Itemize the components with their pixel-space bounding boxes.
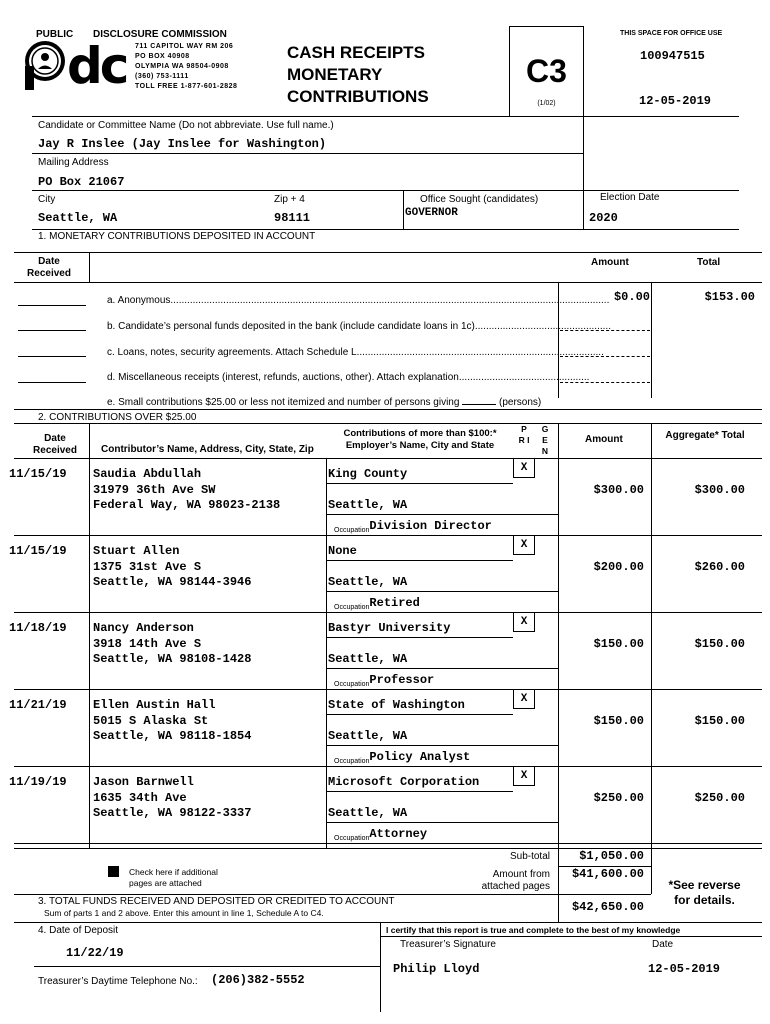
employer-city: Seattle, WA	[328, 652, 408, 666]
occupation-label: Occupation	[334, 758, 370, 765]
zip-value: 98111	[274, 211, 311, 225]
party-checkbox[interactable]: X	[513, 535, 535, 555]
certify-statement: I certify that this report is true and complete to the best of my knowledge	[386, 925, 681, 935]
occupation-value: Attorney	[369, 827, 428, 841]
contributor-city: Seattle, WA 98108-1428	[93, 652, 252, 666]
section1-total: $153.00	[704, 290, 755, 304]
employer-city: Seattle, WA	[328, 575, 408, 589]
line-d-misc-receipts: d. Miscellaneous receipts (interest, refunds, auctions, other). Attach explanation...............................................	[107, 372, 590, 383]
check-label-line: pages are attached	[129, 878, 202, 888]
section1-date-header: Date Received	[27, 256, 71, 279]
employer-name: Microsoft Corporation	[328, 775, 480, 789]
occupation-label: Occupation	[334, 681, 370, 688]
party-checkbox[interactable]: X	[513, 766, 535, 786]
contribution-amount: $300.00	[593, 483, 644, 497]
form-revision: (1/02)	[537, 100, 556, 107]
col-pri-header: P R I	[518, 424, 530, 445]
section3-subtitle: Sum of parts 1 and 2 above. Enter this amount in line 1, Schedule A to C4.	[44, 908, 324, 918]
employer-name: None	[328, 544, 357, 558]
pdc-logo-graphic	[21, 36, 131, 95]
election-date-label: Election Date	[600, 192, 660, 203]
zip-label: Zip + 4	[274, 194, 305, 205]
agency-address	[135, 42, 237, 92]
contributor-name: Ellen Austin Hall	[93, 698, 216, 712]
attached-label-line: Amount from	[492, 869, 550, 880]
contributor-city: Seattle, WA 98144-3946	[93, 575, 252, 589]
col-aggregate-header: Aggregate* Total	[665, 430, 745, 441]
col-amount-header: Amount	[585, 434, 623, 445]
section4-title: 4. Date of Deposit	[38, 925, 119, 936]
aggregate-total: $260.00	[694, 560, 745, 574]
row-date: 11/15/19	[9, 467, 67, 481]
contributor-name: Nancy Anderson	[93, 621, 194, 635]
occupation-label: Occupation	[334, 835, 370, 842]
contributor-address: 1375 31st Ave S	[93, 560, 202, 574]
pdc-logo	[21, 36, 131, 95]
treasurer-signature: Philip Lloyd	[393, 962, 480, 976]
aggregate-total: $150.00	[694, 637, 745, 651]
office-use-label: THIS SPACE FOR OFFICE USE	[620, 30, 723, 37]
contribution-amount: $150.00	[593, 637, 644, 651]
see-reverse-line: for details.	[674, 893, 735, 907]
line-b-personal-funds: b. Candidate’s personal funds deposited in the bank (include candidate loans in 1c).................................................	[107, 321, 611, 332]
aggregate-total: $250.00	[694, 791, 745, 805]
city-label: City	[38, 194, 56, 205]
address-line: PO BOX 40908	[135, 53, 190, 60]
check-label-line: Check here if additional	[129, 867, 218, 877]
mailing-address: PO Box 21067	[38, 175, 125, 189]
row-date: 11/21/19	[9, 698, 67, 712]
election-date: 2020	[589, 211, 618, 225]
party-checkbox[interactable]: X	[513, 689, 535, 709]
section2-title: 2. CONTRIBUTIONS OVER $25.00	[38, 412, 197, 423]
employer-name: King County	[328, 467, 408, 481]
occupation-value: Professor	[369, 673, 435, 687]
report-number: 100947515	[640, 49, 705, 63]
contributor-city: Federal Way, WA 98023-2138	[93, 498, 281, 512]
party-checkbox[interactable]: X	[513, 458, 535, 478]
occupation-value: Division Director	[369, 519, 492, 533]
party-checkbox[interactable]: X	[513, 612, 535, 632]
employer-city: Seattle, WA	[328, 498, 408, 512]
office-sought-label: Office Sought (candidates)	[420, 194, 539, 205]
total-funds-value: $42,650.00	[571, 900, 644, 914]
row-date: 11/18/19	[9, 621, 67, 635]
col-date-header: Date Received	[33, 433, 77, 456]
signature-date: 12-05-2019	[648, 962, 721, 976]
form-title	[287, 42, 429, 108]
section3-title: 3. TOTAL FUNDS RECEIVED AND DEPOSITED OR CREDITED TO ACCOUNT	[38, 896, 395, 907]
subtotal-value: $1,050.00	[579, 849, 644, 863]
contributor-name: Stuart Allen	[93, 544, 180, 558]
line-a-anonymous: a. Anonymous..............................................................................................................................................................	[107, 295, 610, 306]
form-title-line: CASH RECEIPTS	[287, 43, 425, 62]
signature-date-label: Date	[652, 939, 674, 950]
attached-pages-label	[129, 867, 218, 889]
subtotal-label: Sub-total	[509, 851, 550, 862]
row-date: 11/15/19	[9, 544, 67, 558]
attached-pages-checkbox[interactable]	[108, 866, 119, 877]
occupation-label: Occupation	[334, 527, 370, 534]
office-date: 12-05-2019	[639, 94, 712, 108]
see-reverse-note	[652, 878, 757, 908]
contributor-address: 1635 34th Ave	[93, 791, 187, 805]
form-title-line: MONETARY	[287, 65, 383, 84]
address-line: (360) 753-1111	[135, 73, 189, 80]
attached-amount-value: $41,600.00	[571, 867, 644, 881]
line-e-small-contributions: e. Small contributions $25.00 or less not itemized and number of persons giving (persons)	[107, 397, 542, 408]
office-sought: GOVERNOR	[405, 207, 458, 219]
contributor-city: Seattle, WA 98122-3337	[93, 806, 252, 820]
aggregate-total: $300.00	[694, 483, 745, 497]
row-date: 11/19/19	[9, 775, 67, 789]
city-value: Seattle, WA	[38, 211, 118, 225]
deposit-date: 11/22/19	[66, 946, 124, 960]
employer-name: State of Washington	[328, 698, 465, 712]
col-gen-header: G E N	[541, 424, 549, 456]
col-employer-header: Contributions of more than $100:* Employer’s Name, City and State	[343, 428, 497, 451]
form-title-line: CONTRIBUTIONS	[287, 87, 429, 106]
form-code: C3	[526, 53, 567, 89]
agency-name-left: PUBLIC	[36, 29, 74, 40]
attached-label-line: attached pages	[481, 881, 550, 892]
see-reverse-line: *See reverse	[668, 878, 741, 892]
address-line: 711 CAPITOL WAY RM 206	[135, 43, 234, 50]
section1-amount-header: Amount	[591, 257, 629, 268]
contributor-address: 5015 S Alaska St	[93, 714, 209, 728]
treasurer-phone: (206)382-5552	[211, 973, 305, 987]
col-contributor-header: Contributor’s Name, Address, City, State, Zip	[101, 444, 314, 455]
phone-label: Treasurer’s Daytime Telephone No.:	[38, 976, 198, 987]
address-line: OLYMPIA WA 98504-0908	[135, 63, 229, 70]
section1-title: 1. MONETARY CONTRIBUTIONS DEPOSITED IN ACCOUNT	[38, 231, 316, 242]
line-a-amount: $0.00	[613, 290, 650, 304]
signature-label: Treasurer’s Signature	[400, 939, 496, 950]
occupation-value: Retired	[369, 596, 420, 610]
committee-name: Jay R Inslee (Jay Inslee for Washington)	[38, 137, 327, 151]
contribution-amount: $200.00	[593, 560, 644, 574]
employer-name: Bastyr University	[328, 621, 451, 635]
employer-city: Seattle, WA	[328, 729, 408, 743]
contributor-address: 3918 14th Ave S	[93, 637, 202, 651]
committee-name-label: Candidate or Committee Name (Do not abbreviate. Use full name.)	[38, 120, 334, 131]
contributor-city: Seattle, WA 98118-1854	[93, 729, 252, 743]
agency-name-right: DISCLOSURE COMMISSION	[93, 29, 227, 40]
form-code-box	[509, 26, 584, 117]
svg-text:dc: dc	[67, 37, 127, 95]
address-line: TOLL FREE 1-877-601-2828	[135, 83, 238, 90]
mailing-address-label: Mailing Address	[38, 157, 109, 168]
section1-total-header: Total	[697, 257, 721, 268]
occupation-label: Occupation	[334, 604, 370, 611]
contributor-name: Jason Barnwell	[93, 775, 194, 789]
contributor-address: 31979 36th Ave SW	[93, 483, 216, 497]
contribution-amount: $250.00	[593, 791, 644, 805]
attached-amount-label	[450, 869, 550, 893]
contribution-amount: $150.00	[593, 714, 644, 728]
aggregate-total: $150.00	[694, 714, 745, 728]
contributor-name: Saudia Abdullah	[93, 467, 202, 481]
employer-city: Seattle, WA	[328, 806, 408, 820]
occupation-value: Policy Analyst	[369, 750, 471, 764]
line-c-loans: c. Loans, notes, security agreements. Attach Schedule L.........................................................................................	[107, 347, 604, 358]
